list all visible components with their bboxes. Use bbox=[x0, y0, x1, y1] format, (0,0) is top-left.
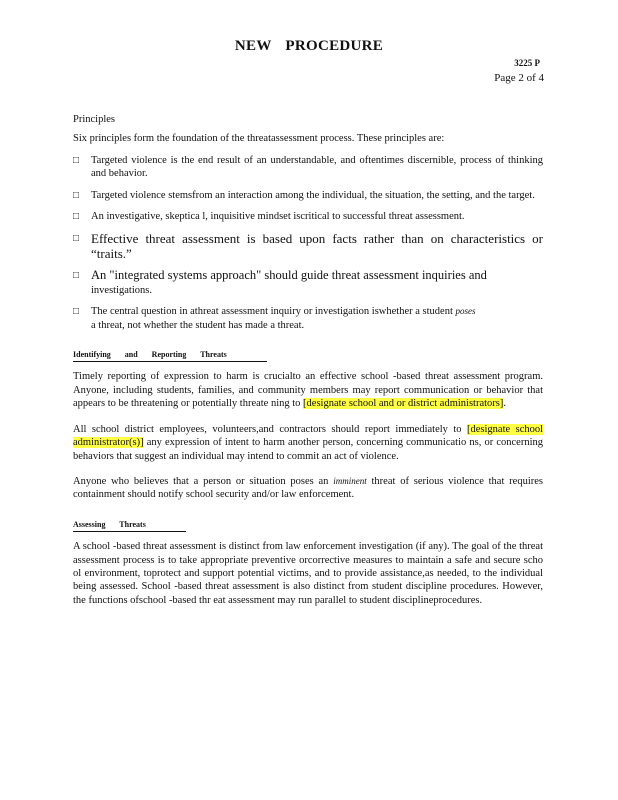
principle-text: An "integrated systems approach" should guide threat assessment inquiries and bbox=[91, 268, 487, 283]
bullet-box-icon: □ bbox=[73, 211, 80, 223]
identifying-text: any expression of intent to harm another person, concerning communicatio ns, or concerning behaviors that suggest an individual may intend to commit an act of violence. bbox=[73, 437, 543, 462]
highlight-placeholder: [designate school and or district administrators] bbox=[303, 398, 504, 410]
identifying-paragraph-3 bbox=[73, 475, 543, 502]
principle-text: Targeted violence stemsfrom an interaction among the individual, the situation, the setting, and the target. bbox=[91, 189, 535, 201]
principle-item bbox=[73, 189, 543, 202]
principle-text-italic: poses bbox=[455, 306, 476, 317]
identifying-text: Anyone who believes that a person or situation poses an bbox=[73, 475, 329, 487]
assessing-paragraph: A school -based threat assessment is distinct from law enforcement investigation (if any). The goal of the threat assessment process is to take appropriate preventive orcorrective measures to maintain a safe and secure scho ol environment, toprotect and support potential victims, and to provide assistance,as needed, to the individual being assessed. School -based threat assessment is also distinct from student discipline procedures. However, the functions ofschool -based thr eat assessment may run parallel to student disciplineprocedures. bbox=[73, 541, 543, 606]
bullet-box-icon: □ bbox=[73, 189, 80, 201]
page-number: Page 2 of 4 bbox=[494, 72, 544, 84]
principle-text: Effective threat assessment is based upon facts rather than on characteristics or “traits.” bbox=[91, 231, 543, 262]
document-body bbox=[73, 113, 543, 607]
bullet-box-icon: □ bbox=[73, 233, 80, 245]
assessing-heading: Assessing Threats bbox=[73, 518, 186, 532]
principle-item bbox=[73, 231, 543, 261]
principles-heading: Principles bbox=[73, 114, 115, 125]
principle-item bbox=[73, 154, 543, 181]
principle-text: The central question in athreat assessment inquiry or investigation iswhether a student bbox=[91, 306, 453, 318]
policy-code: 3225 P bbox=[514, 58, 540, 68]
principle-text-cont: a threat, not whether the student has made a threat. bbox=[91, 319, 305, 331]
identifying-text-end: . bbox=[503, 398, 506, 410]
document-title: NEW PROCEDURE bbox=[234, 38, 384, 54]
highlight-placeholder: [designate school administrator(s)] bbox=[73, 423, 544, 449]
identifying-heading: Identifying and Reporting Threats bbox=[73, 348, 267, 362]
principle-text-cont: investigations. bbox=[91, 284, 152, 296]
principle-item bbox=[73, 269, 543, 297]
bullet-box-icon: □ bbox=[73, 306, 80, 318]
identifying-paragraph-2 bbox=[73, 423, 543, 463]
principle-item bbox=[73, 210, 543, 223]
identifying-text: threat of serious violence that requires containment should notify school security and/or law enforcement. bbox=[73, 475, 543, 501]
identifying-paragraph-1 bbox=[73, 370, 543, 410]
principles-intro: Six principles form the foundation of the threatassessment process. These principles are: bbox=[73, 133, 445, 145]
identifying-text: All school district employees, volunteers,and contractors should report immediately to bbox=[73, 423, 462, 435]
principle-text: An investigative, skeptica l, inquisitive mindset iscritical to successful threat assessment. bbox=[91, 211, 465, 223]
principle-text: Targeted violence is the end result of an understandable, and oftentimes discernible, process of thinking and behavior. bbox=[91, 154, 543, 180]
identifying-text: Timely reporting of expression to harm is crucialto an effective school -based threat assessment program. Anyone, including students, families, and community members may report communication or behavior that appears to be threatening or potentially threate ning to bbox=[73, 371, 543, 410]
bullet-box-icon: □ bbox=[73, 270, 80, 282]
bullet-box-icon: □ bbox=[73, 154, 80, 166]
principle-item bbox=[73, 305, 543, 332]
identifying-italic: imminent bbox=[333, 475, 367, 486]
